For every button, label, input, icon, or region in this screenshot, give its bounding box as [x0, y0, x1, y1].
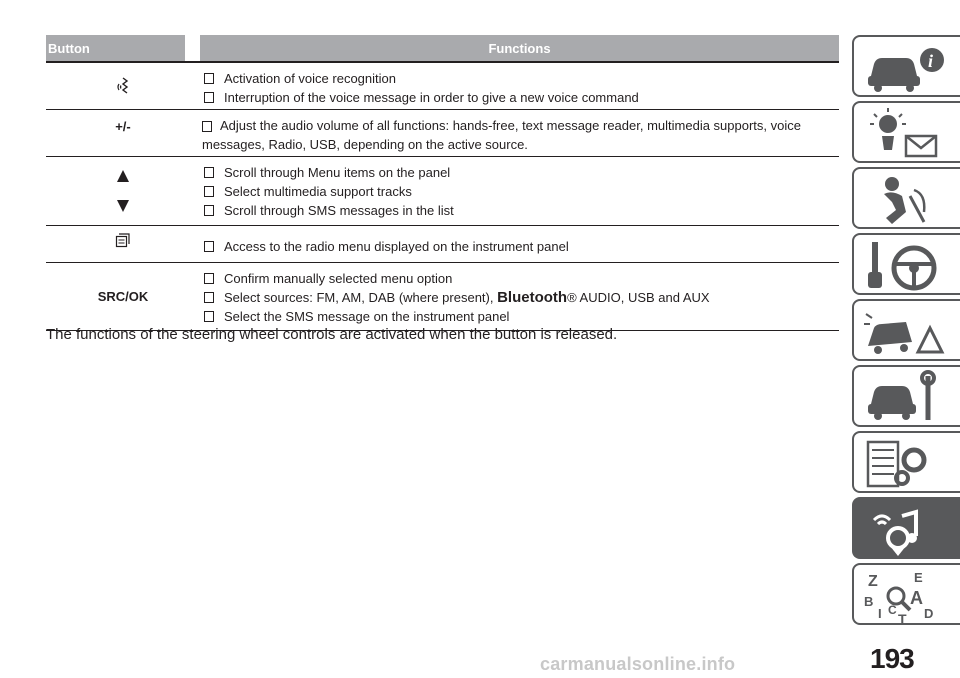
button-cell	[46, 110, 200, 156]
car-maintenance-icon	[862, 370, 954, 426]
arrow-down-icon	[117, 200, 129, 212]
list-item: Select the SMS message on the instrument panel	[202, 307, 839, 326]
bluetooth-brand: Bluetooth	[497, 289, 568, 306]
svg-text:Z: Z	[868, 573, 878, 590]
checkbox-bullet-icon	[204, 205, 214, 216]
passenger-safety-icon	[862, 172, 954, 228]
table-row	[46, 63, 839, 110]
table-header	[46, 35, 839, 63]
radio-menu-icon	[115, 232, 131, 248]
functions-cell	[200, 226, 839, 262]
button-cell	[46, 63, 200, 109]
button-cell	[46, 226, 200, 262]
table-row	[46, 110, 839, 157]
voice-command-icon	[114, 76, 132, 96]
header-button: Button	[46, 35, 185, 61]
tab-warning-lights[interactable]	[852, 101, 960, 163]
list-item: Scroll through SMS messages in the list	[202, 201, 839, 220]
svg-text:C: C	[888, 603, 897, 617]
tab-safety[interactable]	[852, 167, 960, 229]
header-functions: Functions	[200, 35, 839, 61]
list-item: Scroll through Menu items on the panel	[202, 163, 839, 182]
tab-index[interactable]	[852, 563, 960, 625]
svg-text:A: A	[910, 588, 923, 608]
list-item: Adjust the audio volume of all functions: hands-free, text message reader, multimedia supports, voice messages, Radio, USB, depending on the active source.	[202, 118, 801, 152]
svg-text:E: E	[914, 570, 923, 585]
checkbox-bullet-icon	[204, 186, 214, 197]
car-emergency-icon	[862, 304, 954, 360]
volume-button-label: +/-	[115, 119, 131, 134]
tab-car-info[interactable]	[852, 35, 960, 97]
checkbox-bullet-icon	[204, 292, 214, 303]
alphabetical-index-icon	[862, 568, 954, 624]
checkbox-bullet-icon	[204, 311, 214, 322]
list-item: Select multimedia support tracks	[202, 182, 839, 201]
functions-cell	[200, 110, 839, 156]
functions-cell	[200, 263, 839, 330]
page-number: 193	[870, 643, 914, 674]
watermark: carmanualsonline.info	[540, 654, 736, 674]
src-ok-button-label: SRC/OK	[97, 289, 149, 304]
svg-text:D: D	[924, 606, 934, 621]
technical-specs-icon	[862, 436, 954, 492]
svg-text:i: i	[928, 51, 934, 71]
tab-multimedia[interactable]	[852, 497, 960, 559]
header-gap	[185, 35, 200, 61]
release-note: The functions of the steering wheel controls are activated when the button is released.	[46, 326, 618, 343]
svg-text:B: B	[864, 594, 874, 609]
table-row	[46, 157, 839, 226]
arrow-up-icon	[117, 170, 129, 182]
checkbox-bullet-icon	[204, 273, 214, 284]
tab-maintenance[interactable]	[852, 365, 960, 427]
functions-cell	[200, 157, 839, 225]
checkbox-bullet-icon	[202, 121, 212, 132]
checkbox-bullet-icon	[204, 167, 214, 178]
car-info-icon	[862, 40, 954, 96]
checkbox-bullet-icon	[204, 73, 214, 84]
button-cell	[46, 157, 200, 225]
warning-light-message-icon	[862, 106, 954, 162]
list-item: Interruption of the voice message in order to give a new voice command	[202, 88, 839, 107]
button-cell	[46, 263, 200, 330]
tab-emergency[interactable]	[852, 299, 960, 361]
tab-technical-data[interactable]	[852, 431, 960, 493]
multimedia-icon	[862, 502, 954, 558]
svg-text:T: T	[898, 611, 907, 624]
svg-text:I: I	[878, 606, 882, 621]
key-steering-wheel-icon	[862, 238, 954, 294]
table-row	[46, 226, 839, 263]
controls-table	[46, 35, 839, 331]
list-item: Activation of voice recognition	[202, 69, 839, 88]
list-item: Access to the radio menu displayed on the instrument panel	[202, 237, 839, 256]
tab-starting-driving[interactable]	[852, 233, 960, 295]
functions-cell	[200, 63, 839, 109]
list-item: Select sources: FM, AM, DAB (where present), Bluetooth® AUDIO, USB and AUX	[202, 288, 839, 307]
list-item: Confirm manually selected menu option	[202, 269, 839, 288]
checkbox-bullet-icon	[204, 92, 214, 103]
table-row	[46, 263, 839, 331]
checkbox-bullet-icon	[204, 241, 214, 252]
